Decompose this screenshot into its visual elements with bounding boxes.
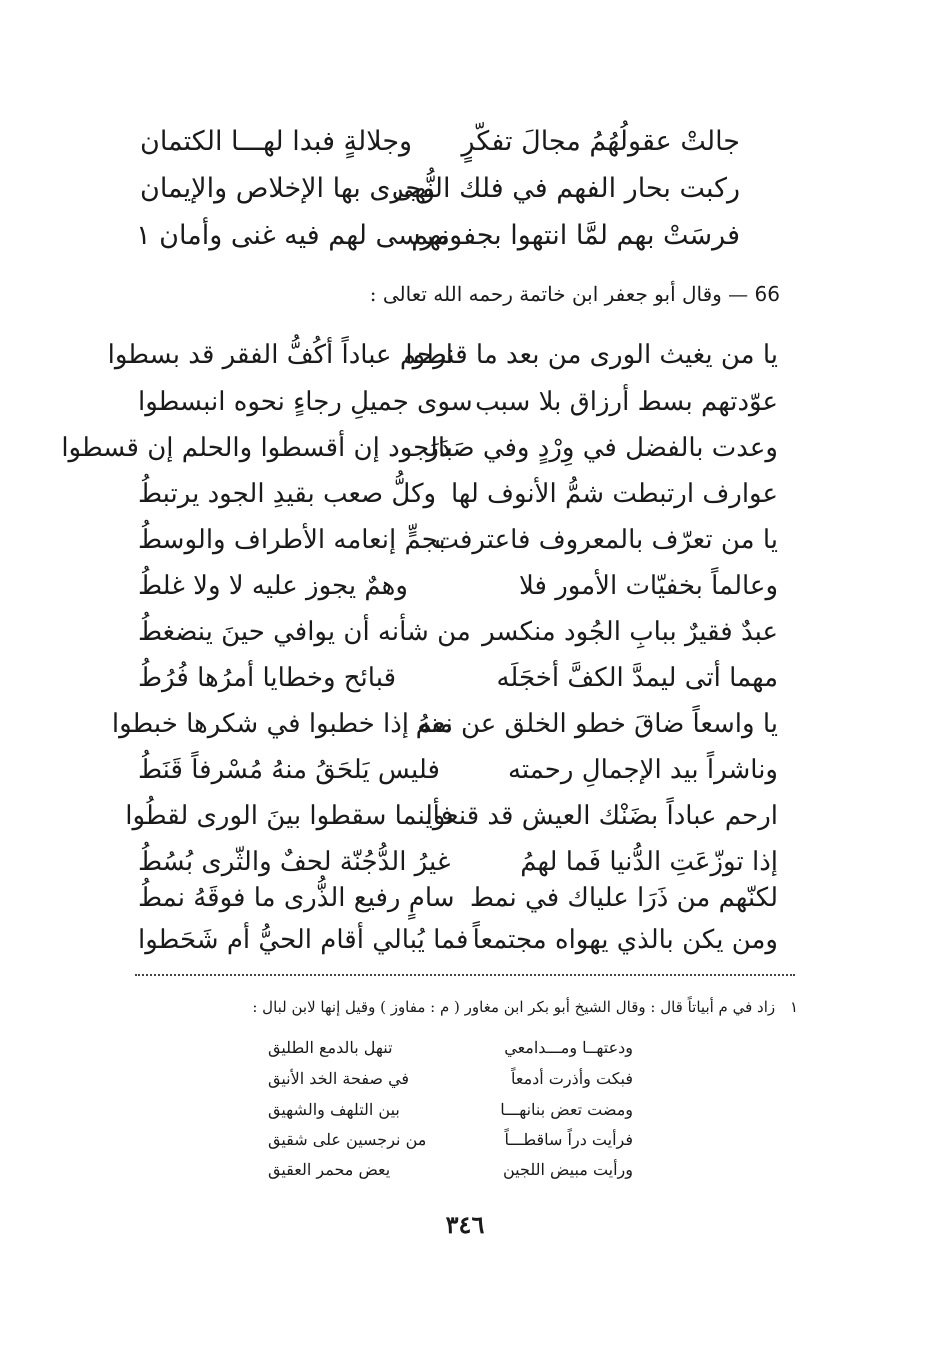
verse-line — [138, 883, 778, 913]
poem-heading-text: — وقال أبو جعفر ابن خاتمة رحمه الله تعالى : — [369, 282, 749, 306]
verse-second-hemistich: فما يُبالي أقام الحيُّ أم شَحَطوا — [138, 925, 469, 955]
footnote-verse-first: ومضت تعض بنانهـــا — [500, 1100, 633, 1119]
footnote-verse — [268, 1100, 633, 1119]
verse-line — [61, 433, 778, 463]
footnote-verse-second: تنهل بالدمع الطليق — [268, 1038, 393, 1057]
verse-line — [138, 617, 778, 647]
verse-first-hemistich: يا من تعرّف بالمعروف فاعترفت — [434, 525, 778, 555]
verse-second-hemistich: ارحم عباداً أكُفُّ الفقر قد بسطوا — [107, 340, 453, 370]
verse-first-hemistich: فرسَتْ بهم لمَّا انتهوا بجفونهم — [411, 220, 740, 251]
verse-second-hemistich: سامٍ رفيع الذُّرى ما فوقَهُ نمطُ — [138, 883, 455, 913]
verse-first-hemistich: ومن يكن بالذي يهواه مجتمعاً — [472, 925, 778, 955]
footnote-separator — [135, 974, 795, 976]
verse-first-hemistich: عوارف ارتبطت شمُّ الأنوف لها — [450, 479, 778, 509]
verse-second-hemistich: وجلالةٍ فبدا لهـــا الكتمان — [140, 126, 413, 157]
verse-second-hemistich: غيرُ الدُّجُنّة لحفٌ والثّرى بُسُطُ — [138, 847, 451, 877]
verse-line — [138, 925, 778, 955]
footnote-verse — [268, 1038, 633, 1057]
footnote-verse-second: من نرجسين على شقيق — [268, 1130, 427, 1149]
verse-first-hemistich: لكنّهم من ذَرَا علياك في نمط — [469, 883, 778, 913]
verse-line — [140, 173, 740, 204]
verse-line — [138, 571, 778, 601]
footnote-verse — [268, 1130, 633, 1149]
verse-first-hemistich: يا واسعاً ضاقَ خطو الخلق عن نعم — [415, 709, 778, 739]
verse-second-hemistich: سوى جميلِ رجاءٍ نحوه انبسطوا — [138, 387, 473, 417]
verse-second-hemistich: فأينما سقطوا بينَ الورى لقطُوا — [125, 801, 453, 831]
footnote-verse-first: فرأيت دراً ساقطـــاً — [504, 1130, 633, 1149]
footnote-verse — [268, 1069, 633, 1088]
verse-line — [138, 663, 778, 693]
footnote-verse-second: يعض محمر العقيق — [268, 1160, 391, 1179]
verse-first-hemistich: وعالماً بخفيّات الأمور فلا — [519, 571, 778, 601]
verse-first-hemistich: ركبت بحار الفهم في فلك النُّهى — [391, 173, 740, 204]
verse-second-hemistich: فليس يَلحَقُ منهُ مُسْرفاً قَنَطُ — [138, 755, 440, 785]
verse-line — [107, 340, 778, 370]
verse-second-hemistich: بجمٍّ إنعامه الأطراف والوسطُ — [138, 525, 446, 555]
verse-second-hemistich: منهُ إذا خطبوا في شكرها خبطوا — [111, 709, 453, 739]
verse-second-hemistich: قبائح وخطايا أمرُها فُرُطُ — [138, 663, 396, 693]
verse-line — [140, 126, 740, 157]
verse-first-hemistich: وناشراً بيد الإجمالِ رحمته — [507, 755, 778, 785]
verse-first-hemistich: إذا توزّعَتِ الدُّنيا فَما لهمُ — [520, 847, 778, 877]
verse-first-hemistich: عوّدتهم بسط أرزاق بلا سبب — [475, 387, 778, 417]
footnote-verse-second: بين التلهف والشهيق — [268, 1100, 400, 1119]
verse-second-hemistich: من شأنه أن يوافي حينَ ينضغطُ — [138, 617, 471, 647]
verse-second-hemistich: مرسى لهم فيه غنى وأمان ١ — [136, 220, 450, 251]
footnote-marker: ١ — [789, 998, 798, 1016]
footnote-text — [98, 998, 798, 1016]
verse-first-hemistich: يا من يغيث الورى من بعد ما قنطوا — [405, 340, 778, 370]
footnote-verse-first: ورأيت مبيض اللجين — [502, 1160, 633, 1179]
footnote-verse-first: ودعتهــا ومـــدامعي — [504, 1038, 633, 1057]
verse-first-hemistich: ارحم عباداً بضَنْك العيش قد قنعوا — [425, 801, 778, 831]
verse-second-hemistich: وجرى بها الإخلاص والإيمان — [140, 173, 436, 204]
poem-heading — [140, 282, 780, 306]
verse-line — [138, 479, 778, 509]
footnote-verse — [268, 1160, 633, 1179]
verse-line — [138, 847, 778, 877]
poem-number: 66 — [754, 282, 780, 306]
verse-first-hemistich: وعدت بالفضل في وِرْدٍ وفي صَدَرَ — [426, 433, 778, 463]
verse-line — [138, 755, 778, 785]
verse-line — [138, 525, 778, 555]
verse-second-hemistich: وكلُّ صعب بقيدِ الجود يرتبطُ — [138, 479, 436, 509]
verse-line — [136, 220, 740, 251]
footnote-verse-first: فبكت وأذرت أدمعاً — [510, 1069, 633, 1088]
verse-first-hemistich: عبدٌ فقيرٌ ببابِ الجُود منكسر — [482, 617, 778, 647]
footnote-body: زاد في م أبياتاً قال : وقال الشيخ أبو بكر ابن مغاور ( م : مفاوز ) وقيل إنها لابن لبال : — [252, 998, 776, 1016]
verse-line — [138, 387, 778, 417]
footnote-verse-second: في صفحة الخد الأنيق — [268, 1069, 410, 1088]
verse-line — [111, 709, 778, 739]
verse-line — [125, 801, 778, 831]
verse-first-hemistich: مهما أتى ليمدَّ الكفَّ أخجَلَه — [496, 663, 778, 693]
verse-second-hemistich: وهمٌ يجوز عليه لا ولا غلطُ — [138, 571, 408, 601]
verse-second-hemistich: بالجود إن أقسطوا والحلم إن قسطوا — [61, 433, 453, 463]
verse-first-hemistich: جالتْ عقولُهُمُ مجالَ تفكّرٍ — [461, 126, 740, 157]
page-number: ٣٤٦ — [445, 1210, 485, 1239]
